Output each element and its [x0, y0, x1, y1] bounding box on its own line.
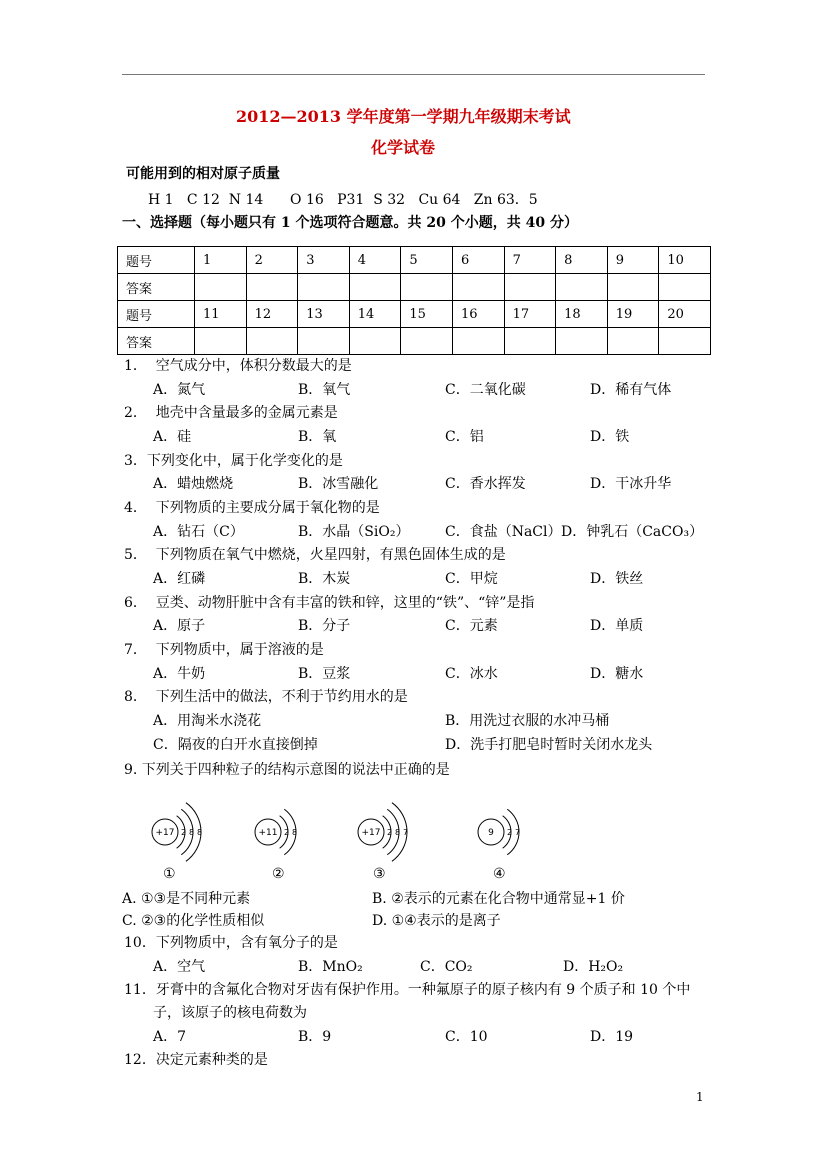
- electron-count: 2: [387, 828, 393, 837]
- answer-table: [117, 246, 711, 355]
- question-stem-continued: 子，该原子的核电荷数为: [153, 1005, 307, 1021]
- option-b: B. ②表示的元素在化合物中通常显+1 价: [372, 891, 625, 907]
- option-c: C．香水挥发: [445, 476, 526, 492]
- answer-cell[interactable]: [607, 328, 659, 355]
- particle-structure: [255, 809, 297, 855]
- option-a: A．氮气: [153, 382, 206, 398]
- question-stem: 7． 下列物质中，属于溶液的是: [124, 642, 324, 658]
- section1-heading: 一、选择题（每小题只有 1 个选项符合题意。共 20 个小题，共 40 分）: [122, 215, 578, 231]
- question-stem: 1． 空气成分中，体积分数最大的是: [124, 358, 352, 374]
- electron-count: 2: [507, 828, 513, 837]
- nucleus-charge: +11: [258, 828, 278, 838]
- answer-cell[interactable]: [452, 328, 504, 355]
- electron-count: 7: [403, 828, 409, 837]
- question-stem: 11．牙膏中的含氟化合物对牙齿有保护作用。一种氟原子的原子核内有 9 个质子和 10 个中: [124, 982, 691, 998]
- answer-cell[interactable]: [246, 274, 298, 301]
- header-rule: [122, 74, 705, 75]
- question-number-cell: 18: [556, 301, 608, 328]
- option-a: A．钻石（C）: [153, 524, 244, 540]
- option-a: A．牛奶: [153, 666, 206, 682]
- option-b: B．氧: [298, 429, 337, 445]
- question-stem: 5． 下列物质在氧气中燃烧，火星四射，有黑色固体生成的是: [124, 547, 506, 563]
- question-number-cell: 2: [246, 247, 298, 274]
- answer-cell[interactable]: [607, 274, 659, 301]
- page-number: 1: [696, 1090, 704, 1104]
- option-a: A．红磷: [153, 571, 206, 587]
- electron-count: 8: [189, 828, 195, 837]
- question-number-cell: 8: [556, 247, 608, 274]
- option-b: B．氧气: [298, 382, 351, 398]
- atomic-mass-label: 可能用到的相对原子质量: [126, 166, 280, 182]
- question-stem: 10．下列物质中，含有氧分子的是: [124, 935, 338, 951]
- answer-cell[interactable]: [401, 274, 453, 301]
- row-label-question: 题号: [118, 247, 195, 274]
- option-d: D．铁丝: [590, 571, 644, 587]
- row-label-question: 题号: [118, 301, 195, 328]
- row-label-answer: 答案: [118, 328, 195, 355]
- question-number-cell: 5: [401, 247, 453, 274]
- question-number-cell: 6: [452, 247, 504, 274]
- nucleus-charge: +17: [361, 828, 381, 838]
- option-d: D．糖水: [590, 666, 644, 682]
- electron-count: 8: [197, 828, 203, 837]
- answer-cell[interactable]: [349, 328, 401, 355]
- answer-cell[interactable]: [298, 274, 350, 301]
- table-row: [118, 274, 711, 301]
- question-number-cell: 19: [607, 301, 659, 328]
- question-stem: 6． 豆类、动物肝脏中含有丰富的铁和锌，这里的“铁”、“锌”是指: [124, 595, 535, 611]
- option-b: B．木炭: [298, 571, 351, 587]
- question-number-cell: 7: [504, 247, 556, 274]
- atomic-mass-values: H 1 C 12 N 14 O 16 P31 S 32 Cu 64 Zn 63．5: [148, 192, 538, 208]
- option-b: B．分子: [298, 618, 351, 634]
- option-a: A．空气: [153, 959, 206, 975]
- answer-cell[interactable]: [556, 328, 608, 355]
- table-row: [118, 328, 711, 355]
- answer-cell[interactable]: [452, 274, 504, 301]
- answer-cell[interactable]: [349, 274, 401, 301]
- question-stem: 4． 下列物质的主要成分属于氧化物的是: [124, 500, 380, 516]
- option-b: B．MnO₂: [298, 959, 363, 975]
- option-a: A．蜡烛燃烧: [153, 476, 234, 492]
- question-number-cell: 9: [607, 247, 659, 274]
- electron-count: 7: [515, 828, 520, 837]
- question-number-cell: 14: [349, 301, 401, 328]
- option-d: D．H₂O₂: [563, 959, 624, 975]
- question-number-cell: 20: [659, 301, 711, 328]
- question-number-cell: 15: [401, 301, 453, 328]
- question-number-cell: 17: [504, 301, 556, 328]
- particle-structure: [478, 809, 520, 855]
- particle-label: ②: [272, 866, 285, 882]
- option-c: C．元素: [445, 618, 498, 634]
- question-stem: 12．决定元素种类的是: [124, 1052, 268, 1068]
- option-c: C．冰水: [445, 666, 498, 682]
- option-a: A．用淘米水浇花: [153, 713, 262, 729]
- option-c: C．隔夜的白开水直接倒掉: [153, 737, 318, 753]
- particle-label: ④: [493, 866, 506, 882]
- option-d: D．洗手打肥皂时暂时关闭水龙头: [445, 737, 653, 753]
- question-number-cell: 4: [349, 247, 401, 274]
- particle-label: ①: [163, 866, 176, 882]
- question-number-cell: 16: [452, 301, 504, 328]
- answer-cell[interactable]: [556, 274, 608, 301]
- electron-count: 2: [284, 828, 290, 837]
- option-a: A．7: [153, 1029, 187, 1045]
- row-label-answer: 答案: [118, 274, 195, 301]
- option-b: B．9: [298, 1029, 332, 1045]
- option-d: D．稀有气体: [590, 382, 672, 398]
- option-b: B．冰雪融化: [298, 476, 379, 492]
- option-a: A．原子: [153, 618, 206, 634]
- table-row: [118, 247, 711, 274]
- question-number-cell: 12: [246, 301, 298, 328]
- answer-cell[interactable]: [195, 328, 247, 355]
- answer-cell[interactable]: [504, 328, 556, 355]
- table-row: [118, 301, 711, 328]
- answer-cell[interactable]: [659, 274, 711, 301]
- option-d: D．单质: [590, 618, 644, 634]
- electron-count: 2: [181, 828, 187, 837]
- electron-count: 8: [395, 828, 401, 837]
- question-stem: 8． 下列生活中的做法，不利于节约用水的是: [124, 689, 408, 705]
- answer-cell[interactable]: [504, 274, 556, 301]
- option-c: C．铝: [445, 429, 484, 445]
- question-stem: 2． 地壳中含量最多的金属元素是: [124, 405, 338, 421]
- option-b: B．豆浆: [298, 666, 351, 682]
- question-stem: 3．下列变化中，属于化学变化的是: [124, 453, 343, 469]
- option-b: B．水晶（SiO₂）: [298, 524, 410, 540]
- electron-count: 8: [292, 828, 298, 837]
- answer-cell[interactable]: [659, 328, 711, 355]
- particle-label: ③: [373, 866, 386, 882]
- option-c: C．二氧化碳: [445, 382, 526, 398]
- answer-cell[interactable]: [195, 274, 247, 301]
- option-c: C．CO₂: [420, 959, 473, 975]
- nucleus-charge: +17: [155, 828, 175, 838]
- option-a: A．硅: [153, 429, 192, 445]
- exam-subtitle: 化学试卷: [371, 138, 436, 157]
- particle-structure: [358, 803, 408, 862]
- exam-title: 2012—2013 学年度第一学期九年级期末考试: [236, 107, 571, 126]
- option-c: C．10: [445, 1029, 488, 1045]
- particle-structure-diagram: [140, 794, 520, 889]
- nucleus-charge: 9: [488, 828, 494, 838]
- question-number-cell: 13: [298, 301, 350, 328]
- answer-cell[interactable]: [298, 328, 350, 355]
- option-c: C．食盐（NaCl）: [445, 524, 562, 540]
- option-c: C．甲烷: [445, 571, 498, 587]
- question-number-cell: 1: [195, 247, 247, 274]
- answer-cell[interactable]: [246, 328, 298, 355]
- option-d: D．19: [590, 1029, 634, 1045]
- particle-structure: [152, 803, 202, 862]
- option-d: D．钟乳石（CaCO₃）: [561, 524, 704, 540]
- option-d: D．铁: [590, 429, 630, 445]
- question-stem: 9. 下列关于四种粒子的结构示意图的说法中正确的是: [124, 762, 450, 778]
- option-a: A. ①③是不同种元素: [122, 891, 251, 907]
- option-d: D. ①④表示的是离子: [372, 913, 501, 929]
- answer-cell[interactable]: [401, 328, 453, 355]
- option-c: C. ②③的化学性质相似: [122, 913, 265, 929]
- question-number-cell: 3: [298, 247, 350, 274]
- question-number-cell: 10: [659, 247, 711, 274]
- option-b: B．用洗过衣服的水冲马桶: [445, 713, 610, 729]
- option-d: D．干冰升华: [590, 476, 672, 492]
- question-number-cell: 11: [195, 301, 247, 328]
